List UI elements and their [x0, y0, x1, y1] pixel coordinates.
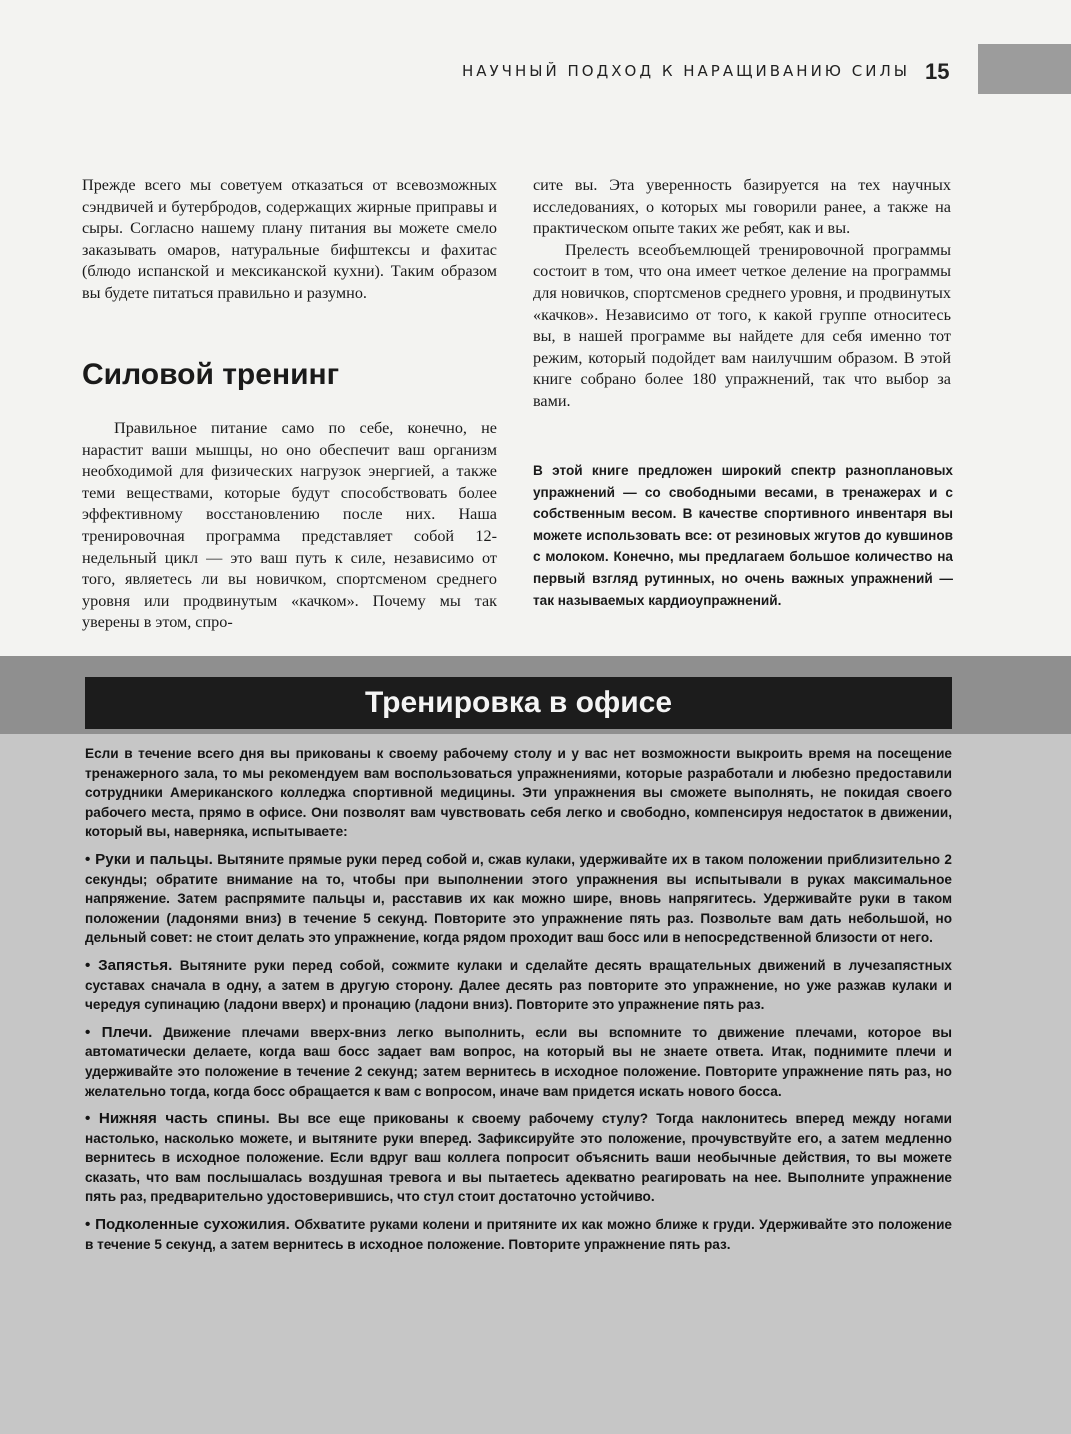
list-item — [85, 1215, 952, 1254]
list-item-heading: • Плечи. — [85, 1023, 153, 1041]
list-item-text: Вытяните руки перед собой, сожмите кулаки и сделайте десять вращательных движений в лучезапястных суставах сначала в одну, а затем в другую сторону. Далее десять раз повторите это упражнение, но уже разжав кулаки и чередуя супинацию (ладони вверх) и пронацию (ладони вниз). Повторите это упражнение пять раз. — [85, 957, 952, 1013]
left-column-body — [82, 418, 497, 634]
list-item — [85, 1023, 952, 1101]
page-edge-tab — [978, 44, 1071, 94]
list-item-text: Обхватите руками колени и притяните их как можно ближе к груди. Удерживайте это положение в течение 5 секунд, а затем вернитесь в исходное положение. Повторите упражнение пять раз. — [85, 1217, 952, 1252]
sidebar-intro: Если в течение всего дня вы прикованы к своему рабочему столу и у вас нет возможности выкроить время на посещение тренажерного зала, то мы рекомендуем вам воспользоваться упражнениями, которые разработали и любезно предоставили сотрудники Американского колледжа спортивной медицины. Эти упражнения вы сможете выполнять, не покидая своего рабочего места, прямо в офисе. Они позволят вам чувствовать себя легко и свободно, компенсируя недостаток в движении, который вы, наверняка, испытываете: — [85, 746, 952, 840]
paragraph: сите вы. Эта уверенность базируется на тех научных исследованиях, о которых мы говорили ранее, а также на практическом опыте таких же ребят, как и вы. — [533, 176, 951, 238]
callout-text: В этой книге предложен широкий спектр разноплановых упражнений — со свободными весами, в тренажерах и с собственным весом. В качестве спортивного инвентаря вы можете использовать все: от резиновых жгутов до кувшинов с молоком. Конечно, мы предлагаем большое количество на первый взгляд рутинных, но очень важных упражнений — так называемых кардиоупражнений. — [533, 463, 953, 608]
paragraph: Прелесть всеобъемлющей тренировочной программы состоит в том, что она имеет четкое деление на программы для новичков, спортсменов среднего уровня, и продвинутых «качков». Независимо от того, к какой группе относитесь вы, в нашей программе вы найдете для себя именно тот режим, который подойдет вам наилучшим образом. В этой книге собрано более 180 упражнений, так что выбор за вами. — [533, 240, 951, 410]
right-column — [533, 175, 951, 413]
list-item — [85, 956, 952, 1015]
list-item — [85, 850, 952, 948]
paragraph: Правильное питание само по себе, конечно, не нарастит ваши мышцы, но оно обеспечит ваш организм необходимой для физических нагрузок энергией, а также теми веществами, которые будут способствовать более эффективному восстановлению после них. Наша тренировочная программа представляет собой 12-недельный цикл — это ваш путь к силе, независимо от того, являетесь ли вы новичком, спортсменом среднего уровня или продвинутым «качком». Почему мы так уверены в этом, спро- — [82, 419, 497, 632]
section-heading: Силовой тренинг — [82, 358, 340, 391]
list-item-heading: • Нижняя часть спины. — [85, 1110, 270, 1128]
list-item-text: Вытяните прямые руки перед собой и, сжав кулаки, удерживайте их в таком положении приблизительно 2 секунды; обратите внимание на то, чтобы при выполнении этого упражнения вы испытывали в руках максимальное напряжение. Затем распрямите пальцы и, расставив их как можно шире, вновь напрягитесь. Удерживайте руки в таком положении (ладонями вниз) в течение 5 секунд. Повторите это упражнение пять раз. Позвольте вам дать небольшой, но дельный совет: не стоит делать это упражнение, когда рядом проходит ваш босс или в непосредственной близости от него. — [85, 851, 952, 946]
list-item-heading: • Подколенные сухожилия. — [85, 1216, 290, 1234]
list-item-text: Вы все еще прикованы к своему рабочему стулу? Тогда наклонитесь вперед между ногами настолько, насколько можете, и вытяните руки вперед. Зафиксируйте это положение, прочувствуйте его, а затем медленно вернитесь в исходное положение. Если вдруг ваш коллега попросит объяснить ваши необычные действия, то вы можете сказать, что вам послышалась воздушная тревога и вы пытаетесь адекватно реагировать на нее. Выполните упражнение пять раз, предварительно удостоверившись, что стул стоит достаточно устойчиво. — [85, 1111, 952, 1205]
sidebar-content — [85, 744, 952, 1262]
sidebar-title: Тренировка в офисе — [85, 677, 952, 729]
list-item — [85, 1109, 952, 1207]
left-column-intro — [82, 175, 497, 305]
list-item-text: Движение плечами вверх-вниз легко выполнить, если вы вспомните то движение плечами, которое вы автоматически делаете, когда ваш босс задает вам вопрос, на который вы не знаете ответа. Итак, поднимите плечи и удерживайте это положение в течение 2 секунд; затем вернитесь в исходное положение. Повторите упражнение пять раз, но желательно тогда, когда босс обращается к вам с вопросом, иначе вам придется искать нового босса. — [85, 1024, 952, 1099]
page-number: 15 — [925, 59, 950, 84]
list-item-heading: • Запястья. — [85, 956, 173, 974]
list-item-heading: • Руки и пальцы. — [85, 850, 213, 868]
paragraph: Прежде всего мы советуем отказаться от всевозможных сэндвичей и бутербродов, содержащих жирные приправы и сыры. Согласно нашему плану питания вы можете смело заказывать омаров, натуральные бифштексы и фахитас (блюдо испанской и мексиканской кухни). Таким образом вы будете питаться правильно и разумно. — [82, 176, 497, 302]
running-header: НАУЧНЫЙ ПОДХОД К НАРАЩИВАНИЮ СИЛЫ — [462, 62, 910, 80]
